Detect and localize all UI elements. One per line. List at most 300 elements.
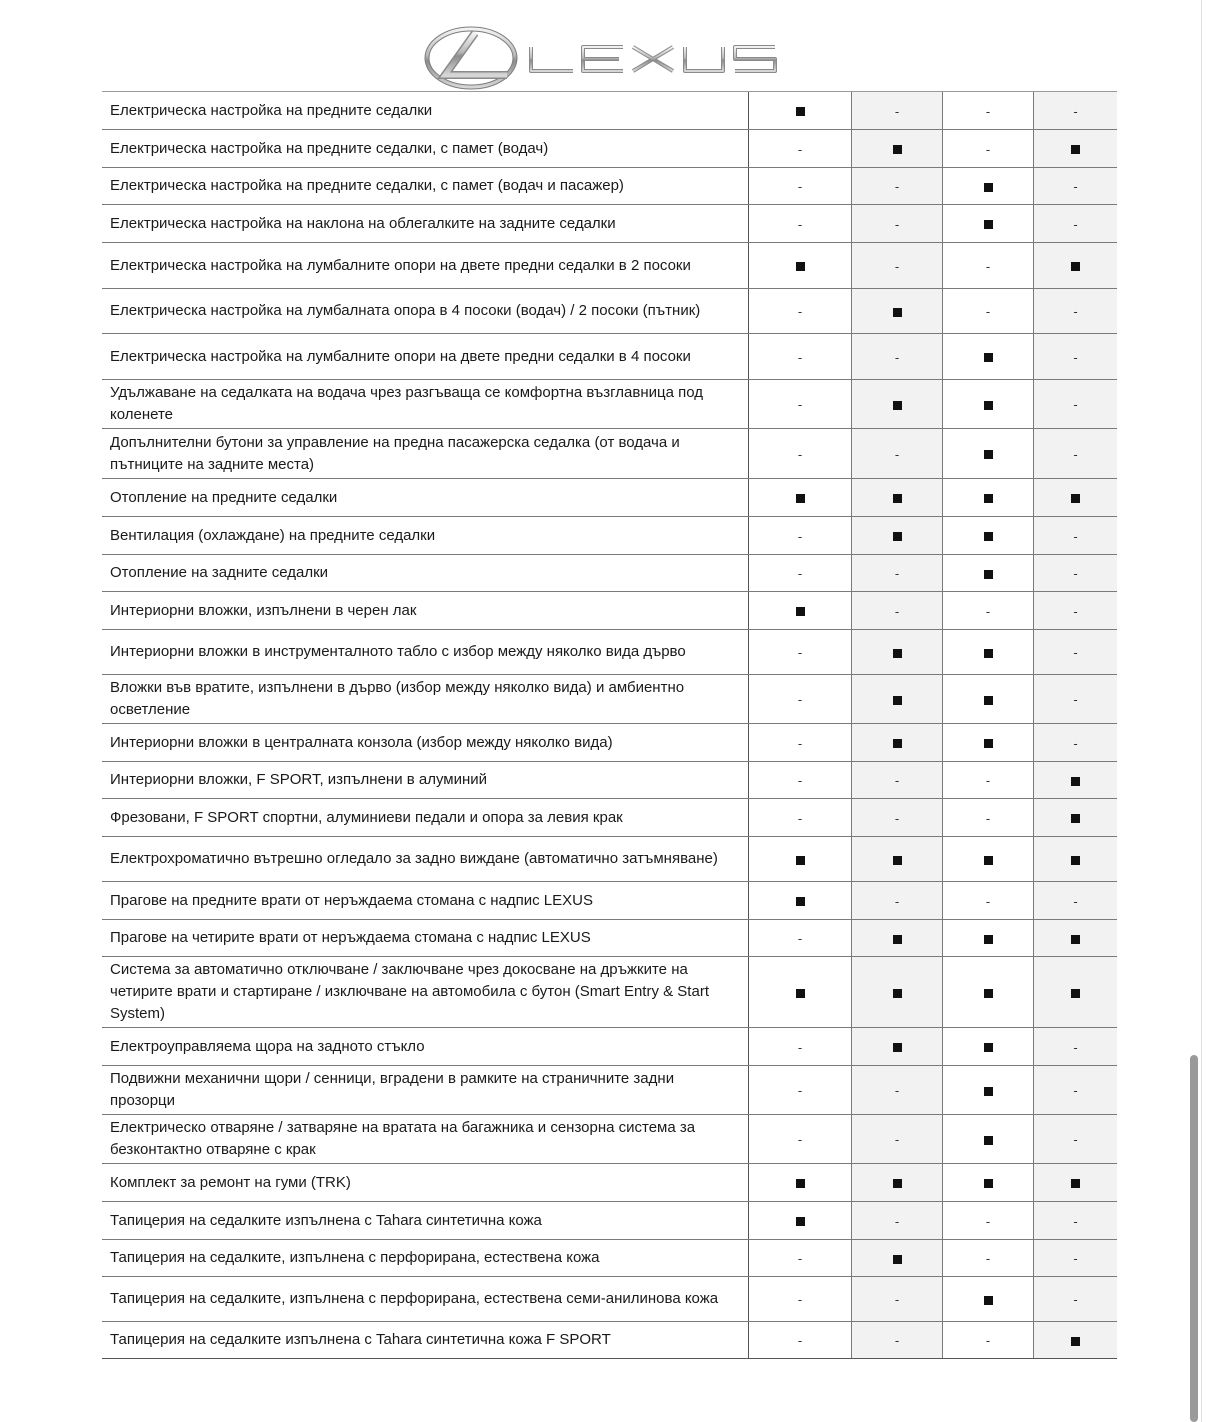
table-row [102,1164,1117,1202]
availability-cell [943,724,1034,762]
availability-cell [852,882,943,920]
not-available-mark: - [1073,304,1078,319]
availability-cell [852,1028,943,1066]
not-available-mark: - [1073,1083,1078,1098]
availability-cell [943,555,1034,592]
availability-cell [1034,479,1118,517]
not-available-mark: - [1073,528,1078,544]
not-available-mark: - [1073,735,1078,751]
availability-cell [852,1202,943,1240]
availability-cell [1034,799,1118,837]
availability-cell [852,630,943,675]
not-available-mark: - [985,773,991,788]
standard-mark [984,1296,993,1305]
standard-mark [893,856,902,865]
not-available-mark: - [894,1213,900,1229]
standard-mark [796,262,805,271]
not-available-mark: - [797,1132,803,1147]
standard-mark [1071,814,1080,823]
feature-name: Вложки във вратите, изпълнени в дърво (избор между няколко вида) и амбиентно осветление [102,675,749,724]
not-available-mark: - [985,603,991,619]
availability-cell [943,1164,1034,1202]
table-row [102,334,1117,380]
availability-cell [943,957,1034,1028]
availability-cell [1034,882,1118,920]
availability-cell [852,920,943,957]
table-row [102,205,1117,243]
standard-mark [984,739,993,748]
standard-mark [1071,1179,1080,1188]
not-available-mark: - [894,1083,900,1098]
availability-cell [943,675,1034,724]
availability-cell [852,243,943,289]
feature-name: Прагове на четирите врати от неръждаема стомана с надпис LEXUS [102,920,749,957]
table-row [102,1202,1117,1240]
table-row [102,1240,1117,1277]
not-available-mark: - [1073,566,1078,581]
feature-name: Отопление на предните седалки [102,479,749,517]
availability-cell [943,380,1034,429]
standard-mark [796,607,805,616]
availability-cell [852,1322,943,1359]
standard-mark [984,856,993,865]
not-available-mark: - [1073,349,1078,365]
availability-cell [749,724,852,762]
availability-cell [1034,675,1118,724]
table-row [102,592,1117,630]
table-row [102,130,1117,168]
feature-name: Електрическа настройка на наклона на облегалките на задните седалки [102,205,749,243]
availability-cell [852,957,943,1028]
not-available-mark: - [1073,692,1078,707]
not-available-mark: - [894,773,900,788]
standard-mark [893,1255,902,1264]
availability-cell [943,334,1034,380]
standard-mark [984,183,993,192]
feature-name: Система за автоматично отключване / заключване чрез докосване на дръжките на четирите врати и стартиране / изключване на автомобила с бутон (Smart Entry & Start System) [102,957,749,1028]
standard-mark [893,696,902,705]
availability-cell [749,429,852,479]
standard-mark [893,649,902,658]
not-available-mark: - [797,692,803,707]
standard-mark [1071,989,1080,998]
not-available-mark: - [797,810,803,826]
equipment-table [102,91,1117,1359]
availability-cell [852,130,943,168]
availability-cell [749,1028,852,1066]
not-available-mark: - [797,773,803,788]
standard-mark [893,401,902,410]
standard-mark [796,1179,805,1188]
availability-cell [749,1066,852,1115]
feature-name: Интериорни вложки, изпълнени в черен лак [102,592,749,630]
availability-cell [943,1028,1034,1066]
availability-cell [749,799,852,837]
table-row [102,168,1117,205]
not-available-mark: - [797,645,803,660]
availability-cell [1034,168,1118,205]
not-available-mark: - [1073,1039,1078,1055]
feature-name: Електрическа настройка на предните седалки, с памет (водач) [102,130,749,168]
not-available-mark: - [985,1251,991,1266]
feature-name: Интериорни вложки в централната конзола (избор между няколко вида) [102,724,749,762]
availability-cell [749,289,852,334]
availability-cell [749,205,852,243]
standard-mark [796,494,805,503]
standard-mark [984,353,993,362]
feature-name: Тапицерия на седалките изпълнена с Tahara синтетична кожа [102,1202,749,1240]
availability-cell [1034,592,1118,630]
not-available-mark: - [797,528,803,544]
availability-cell [749,1277,852,1322]
feature-name: Допълнителни бутони за управление на предна пасажерска седалка (от водача и пътниците на задните места) [102,429,749,479]
availability-cell [1034,1164,1118,1202]
table-row [102,762,1117,799]
standard-mark [893,145,902,154]
standard-mark [796,897,805,906]
standard-mark [984,1087,993,1096]
availability-cell [1034,1115,1118,1164]
availability-cell [749,168,852,205]
not-available-mark: - [1073,1213,1078,1229]
availability-cell [1034,1202,1118,1240]
availability-cell [943,517,1034,555]
availability-cell [749,1115,852,1164]
availability-cell [943,92,1034,130]
not-available-mark: - [797,1292,803,1307]
availability-cell [1034,243,1118,289]
availability-cell [1034,724,1118,762]
standard-mark [1071,494,1080,503]
availability-cell [943,289,1034,334]
standard-mark [796,1217,805,1226]
table-row [102,630,1117,675]
feature-name: Електрическа настройка на лумбалната опора в 4 посоки (водач) / 2 посоки (пътник) [102,289,749,334]
availability-cell [1034,630,1118,675]
availability-cell [852,92,943,130]
standard-mark [984,649,993,658]
availability-cell [1034,289,1118,334]
not-available-mark: - [797,931,803,946]
availability-cell [749,555,852,592]
standard-mark [893,989,902,998]
not-available-mark: - [797,141,803,157]
not-available-mark: - [797,1083,803,1098]
table-row [102,799,1117,837]
feature-name: Интериорни вложки в инструменталното табло с избор между няколко вида дърво [102,630,749,675]
availability-cell [1034,517,1118,555]
availability-cell [852,380,943,429]
feature-name: Удължаване на седалката на водача чрез разгъваща се комфортна възглавница под коленете [102,380,749,429]
not-available-mark: - [797,304,803,319]
table-row [102,92,1117,130]
not-available-mark: - [985,258,991,274]
availability-cell [852,1240,943,1277]
availability-cell [749,837,852,882]
availability-cell [749,334,852,380]
availability-cell [749,630,852,675]
not-available-mark: - [894,810,900,826]
availability-cell [1034,334,1118,380]
standard-mark [984,532,993,541]
not-available-mark: - [985,1333,991,1348]
feature-name: Отопление на задните седалки [102,555,749,592]
standard-mark [984,220,993,229]
availability-cell [943,243,1034,289]
not-available-mark: - [797,566,803,581]
availability-cell [852,592,943,630]
standard-mark [1071,145,1080,154]
standard-mark [1071,1337,1080,1346]
table-row [102,1322,1117,1359]
not-available-mark: - [797,1039,803,1055]
lexus-logo [423,25,783,91]
availability-cell [943,837,1034,882]
availability-cell [1034,429,1118,479]
availability-cell [1034,130,1118,168]
standard-mark [1071,856,1080,865]
feature-name: Вентилация (охлаждане) на предните седалки [102,517,749,555]
availability-cell [943,762,1034,799]
table-row [102,289,1117,334]
not-available-mark: - [797,179,803,194]
not-available-mark: - [797,1333,803,1348]
availability-cell [852,555,943,592]
availability-cell [943,1322,1034,1359]
availability-cell [749,592,852,630]
standard-mark [984,1179,993,1188]
not-available-mark: - [894,179,900,194]
availability-cell [749,92,852,130]
standard-mark [1071,262,1080,271]
availability-cell [943,882,1034,920]
feature-name: Комплект за ремонт на гуми (TRK) [102,1164,749,1202]
not-available-mark: - [894,258,900,274]
availability-cell [749,675,852,724]
not-available-mark: - [894,103,900,119]
standard-mark [893,739,902,748]
feature-name: Електрическо отваряне / затваряне на вратата на багажника и сензорна система за безконтактно отваряне с крак [102,1115,749,1164]
standard-mark [984,494,993,503]
not-available-mark: - [894,349,900,365]
availability-cell [943,592,1034,630]
feature-name: Електрическа настройка на лумбалните опори на двете предни седалки в 4 посоки [102,334,749,380]
table-row [102,675,1117,724]
not-available-mark: - [1073,603,1078,619]
availability-cell [852,205,943,243]
standard-mark [1071,935,1080,944]
standard-mark [984,450,993,459]
not-available-mark: - [894,566,900,581]
table-row [102,1115,1117,1164]
availability-cell [943,920,1034,957]
availability-cell [943,205,1034,243]
availability-cell [749,957,852,1028]
not-available-mark: - [797,446,803,462]
feature-name: Прагове на предните врати от неръждаема стомана с надпис LEXUS [102,882,749,920]
feature-name: Електроуправляема щора на задното стъкло [102,1028,749,1066]
availability-cell [852,1164,943,1202]
table-row [102,243,1117,289]
feature-name: Подвижни механични щори / сенници, вградени в рамките на страничните задни прозорци [102,1066,749,1115]
feature-name: Електрическа настройка на предните седалки [102,92,749,130]
table-row [102,882,1117,920]
availability-cell [943,168,1034,205]
not-available-mark: - [1073,1132,1078,1147]
not-available-mark: - [1073,1251,1078,1266]
availability-cell [852,1115,943,1164]
not-available-mark: - [894,1292,900,1307]
availability-cell [1034,837,1118,882]
not-available-mark: - [797,397,803,412]
not-available-mark: - [985,893,991,909]
table-row [102,724,1117,762]
availability-cell [852,429,943,479]
not-available-mark: - [797,216,803,232]
availability-cell [852,517,943,555]
table-row [102,1066,1117,1115]
availability-cell [852,334,943,380]
availability-cell [749,380,852,429]
feature-name: Тапицерия на седалките, изпълнена с перфорирана, естествена кожа [102,1240,749,1277]
availability-cell [1034,762,1118,799]
not-available-mark: - [1073,216,1078,232]
not-available-mark: - [894,1333,900,1348]
not-available-mark: - [985,141,991,157]
availability-cell [943,1066,1034,1115]
availability-cell [852,1066,943,1115]
availability-cell [1034,1028,1118,1066]
not-available-mark: - [985,103,991,119]
availability-cell [1034,205,1118,243]
not-available-mark: - [1073,446,1078,462]
table-row [102,1028,1117,1066]
feature-name: Електрическа настройка на лумбалните опори на двете предни седалки в 2 посоки [102,243,749,289]
not-available-mark: - [1073,179,1078,194]
availability-cell [1034,920,1118,957]
not-available-mark: - [894,1132,900,1147]
standard-mark [984,401,993,410]
not-available-mark: - [894,603,900,619]
standard-mark [796,989,805,998]
availability-cell [852,799,943,837]
vertical-scrollbar[interactable] [1190,1055,1198,1422]
availability-cell [749,762,852,799]
standard-mark [893,532,902,541]
table-row [102,957,1117,1028]
not-available-mark: - [797,349,803,365]
standard-mark [893,494,902,503]
availability-cell [852,724,943,762]
not-available-mark: - [985,1213,991,1229]
availability-cell [1034,380,1118,429]
table-row [102,555,1117,592]
not-available-mark: - [1073,645,1078,660]
table-row [102,479,1117,517]
availability-cell [1034,92,1118,130]
not-available-mark: - [797,735,803,751]
availability-cell [943,429,1034,479]
availability-cell [1034,1277,1118,1322]
feature-name: Електрическа настройка на предните седалки, с памет (водач и пасажер) [102,168,749,205]
standard-mark [1071,777,1080,786]
not-available-mark: - [1073,893,1078,909]
availability-cell [749,243,852,289]
availability-cell [943,1277,1034,1322]
availability-cell [1034,1066,1118,1115]
availability-cell [943,799,1034,837]
availability-cell [852,675,943,724]
table-row [102,920,1117,957]
availability-cell [943,130,1034,168]
availability-cell [749,1164,852,1202]
standard-mark [796,856,805,865]
standard-mark [984,989,993,998]
availability-cell [852,289,943,334]
not-available-mark: - [797,1251,803,1266]
availability-cell [1034,957,1118,1028]
not-available-mark: - [894,216,900,232]
not-available-mark: - [894,893,900,909]
lexus-emblem-icon [423,25,783,91]
standard-mark [984,1136,993,1145]
standard-mark [984,570,993,579]
availability-cell [852,168,943,205]
availability-cell [749,479,852,517]
standard-mark [984,696,993,705]
table-row [102,380,1117,429]
page-edge [1201,0,1202,1422]
not-available-mark: - [894,446,900,462]
standard-mark [893,1043,902,1052]
not-available-mark: - [1073,103,1078,119]
availability-cell [1034,555,1118,592]
feature-name: Интериорни вложки, F SPORT, изпълнени в алуминий [102,762,749,799]
standard-mark [893,935,902,944]
availability-cell [749,1202,852,1240]
availability-cell [1034,1322,1118,1359]
standard-mark [893,1179,902,1188]
availability-cell [749,882,852,920]
availability-cell [852,1277,943,1322]
availability-cell [852,762,943,799]
availability-cell [943,630,1034,675]
standard-mark [984,1043,993,1052]
feature-name: Тапицерия на седалките, изпълнена с перфорирана, естествена семи-анилинова кожа [102,1277,749,1322]
availability-cell [852,479,943,517]
feature-name: Тапицерия на седалките изпълнена с Tahara синтетична кожа F SPORT [102,1322,749,1359]
not-available-mark: - [985,304,991,319]
availability-cell [749,1322,852,1359]
standard-mark [796,107,805,116]
not-available-mark: - [1073,397,1078,412]
standard-mark [893,308,902,317]
availability-cell [1034,1240,1118,1277]
availability-cell [749,920,852,957]
table-row [102,1277,1117,1322]
table-row [102,837,1117,882]
not-available-mark: - [985,810,991,826]
availability-cell [943,479,1034,517]
availability-cell [943,1202,1034,1240]
table-row [102,517,1117,555]
availability-cell [749,1240,852,1277]
table-row [102,429,1117,479]
availability-cell [749,517,852,555]
standard-mark [984,935,993,944]
feature-name: Електрохроматично вътрешно огледало за задно виждане (автоматично затъмняване) [102,837,749,882]
availability-cell [943,1240,1034,1277]
